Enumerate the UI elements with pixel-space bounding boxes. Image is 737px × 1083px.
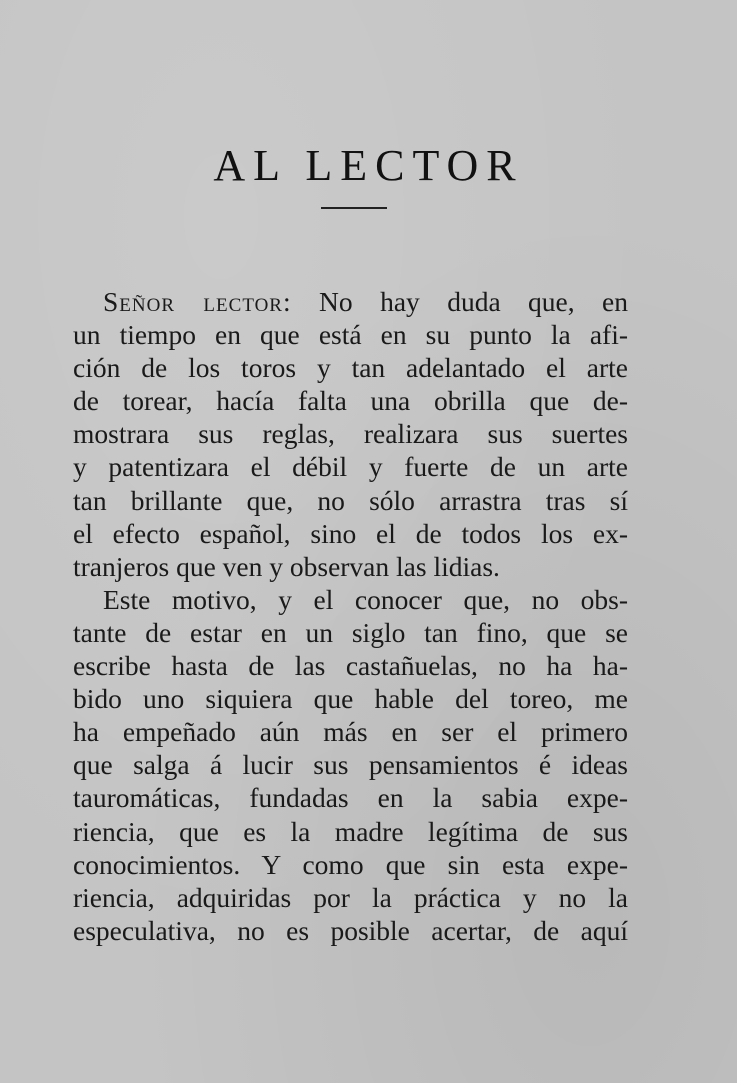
text-line: tante de estar en un siglo tan fino, que se bbox=[73, 616, 628, 648]
text-line: un tiempo en que está en su punto la afi- bbox=[73, 319, 628, 351]
text-line: tauromáticas, fundadas en la sabia expe- bbox=[73, 782, 628, 814]
title-divider bbox=[321, 207, 387, 209]
salutation: Señor lector: bbox=[103, 286, 292, 317]
text-line: mostrara sus reglas, realizara sus suertes bbox=[73, 418, 628, 450]
text-line: bido uno siquiera que hable del toreo, me bbox=[73, 683, 628, 715]
text-line: de torear, hacía falta una obrilla que de- bbox=[73, 385, 628, 417]
text-line: el efecto español, sino el de todos los ex- bbox=[73, 517, 628, 549]
text-line: Este motivo, y el conocer que, no obs- bbox=[103, 583, 628, 615]
page-title: AL LECTOR bbox=[213, 141, 524, 190]
text-line: riencia, adquiridas por la práctica y no la bbox=[73, 881, 628, 913]
text-line: Señor lector: No hay duda que, en bbox=[103, 286, 629, 317]
text-line: tan brillante que, no sólo arrastra tras sí bbox=[73, 484, 628, 516]
text-line: tranjeros que ven y observan las lidias. bbox=[73, 550, 500, 582]
text-line: riencia, que es la madre legítima de sus bbox=[73, 815, 628, 847]
text-line: escribe hasta de las castañuelas, no ha ha- bbox=[73, 650, 628, 682]
text-line: especulativa, no es posible acertar, de aquí bbox=[73, 914, 628, 946]
text-line: y patentizara el débil y fuerte de un arte bbox=[73, 451, 628, 483]
text-line: conocimientos. Y como que sin esta expe- bbox=[73, 848, 628, 880]
body-text bbox=[73, 285, 628, 947]
text-line: que salga á lucir sus pensamientos é ideas bbox=[73, 749, 628, 781]
text-line: ha empeñado aún más en ser el primero bbox=[73, 716, 628, 748]
text-line: ción de los toros y tan adelantado el arte bbox=[73, 352, 628, 384]
